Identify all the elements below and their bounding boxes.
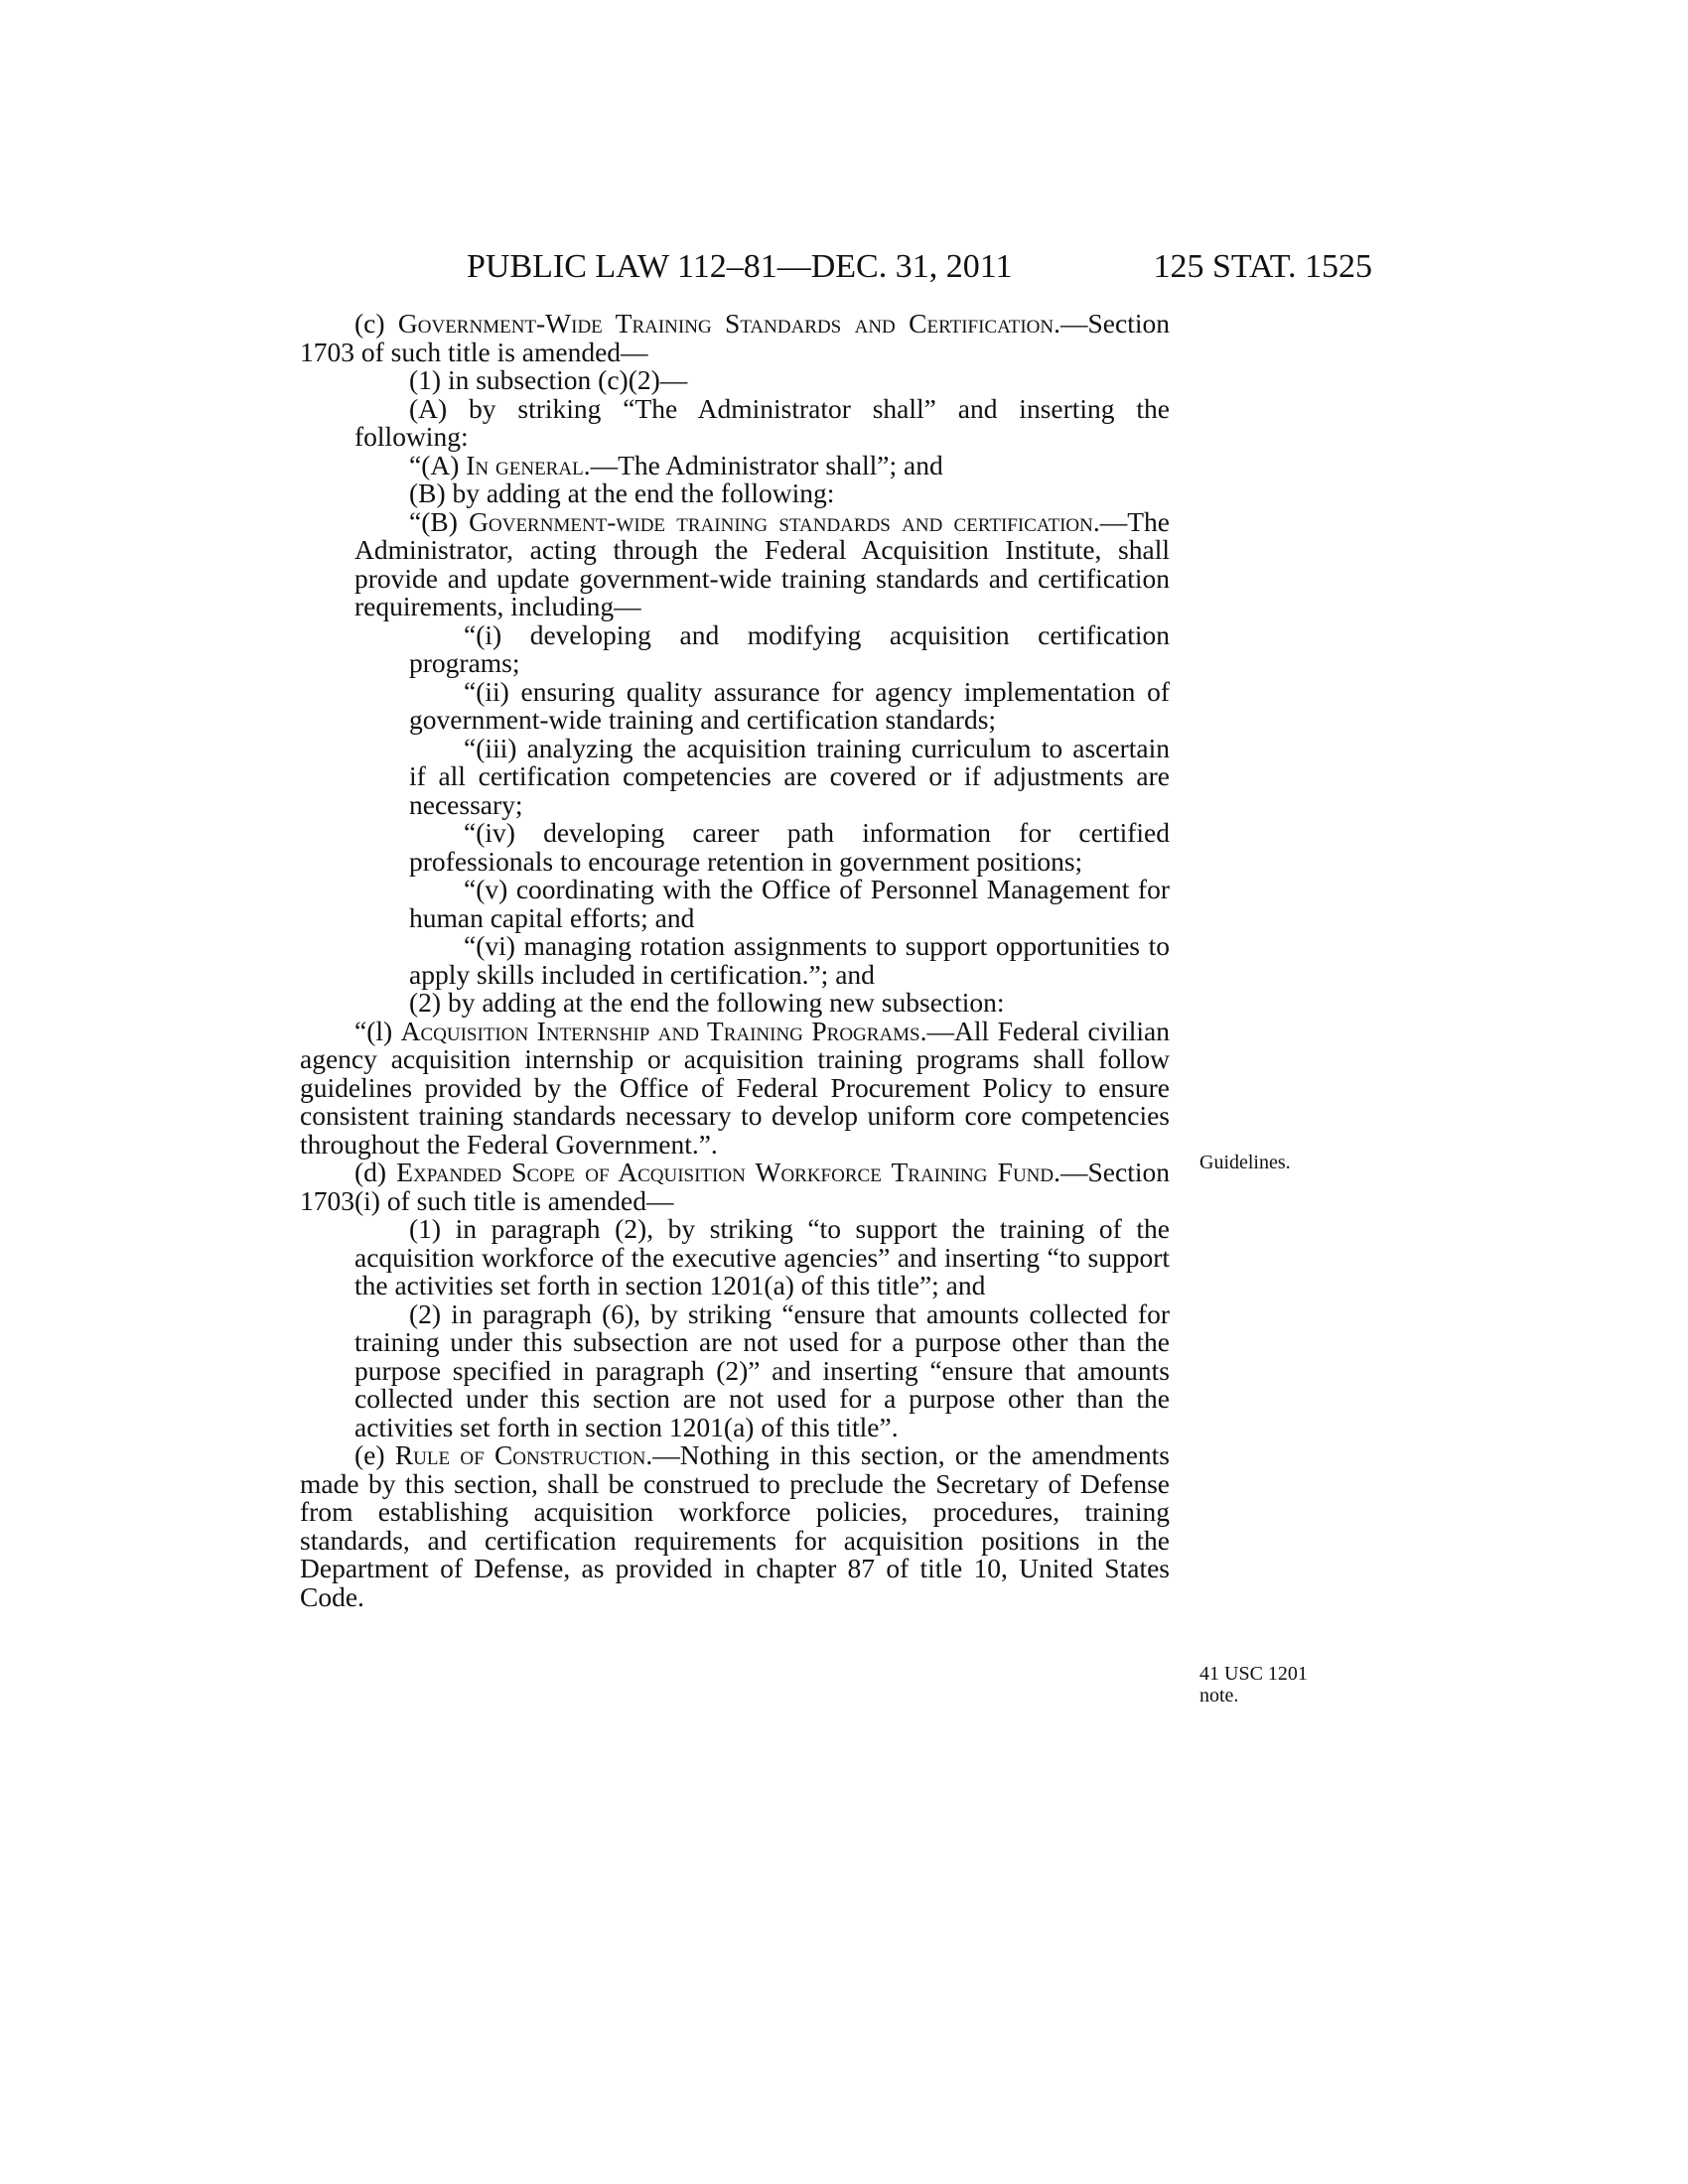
clause-vi: “(vi) managing rotation assignments to support opportunities to apply skills included in certification.”; and: [409, 930, 1170, 990]
paragraph-d1: (1) in paragraph (2), by striking “to support the training of the acquisition workforce of the executive agencies” and inserting “to support the activities set forth in section 1201(a) of this title”; and: [354, 1213, 1170, 1300]
clause-iv: “(iv) developing career path information for certified professionals to encourage retention in government positions;: [409, 817, 1170, 877]
margin-note-guidelines: Guidelines.: [1199, 1152, 1291, 1173]
quoted-l-heading: Acquisition Internship and Training Programs: [400, 1015, 920, 1046]
quoted-subparagraph-B: “(B) Government-wide training standards and certification.—The Administrator, acting through the Federal Acquisition Institute, shall provide and update government-wide training standards and certification requirements, including—: [354, 505, 1170, 621]
clause-v: “(v) coordinating with the Office of Personnel Management for human capital efforts; and: [409, 874, 1170, 933]
subsection-d-heading: Expanded Scope of Acquisition Workforce Training Fund: [396, 1157, 1055, 1187]
subsection-c-heading: Government-Wide Training Standards and Certification: [397, 308, 1055, 339]
quoted-subsection-l: “(l) Acquisition Internship and Training Programs.—All Federal civilian agency acquisition internship or acquisition training programs shall follow guidelines provided by the Office of Federal Procurement Policy to ensure consistent training standards necessary to develop uniform core competencies throughout the Federal Government.”.: [300, 1015, 1170, 1160]
running-header: [467, 248, 1372, 290]
document-body: [300, 310, 1170, 1611]
paragraph-c1: (1) in subsection (c)(2)—: [409, 364, 688, 395]
subparagraph-cB: (B) by adding at the end the following:: [409, 478, 835, 508]
clause-ii: “(ii) ensuring quality assurance for agency implementation of government-wide training and certification standards;: [409, 675, 1170, 735]
margin-note-usc-line2: note.: [1199, 1685, 1239, 1706]
header-page-citation: 125 STAT. 1525: [1153, 248, 1372, 285]
subsection-c: (c) Government-Wide Training Standards and Certification.—Section 1703 of such title is amended—: [300, 308, 1170, 367]
margin-note-usc: [1199, 1663, 1308, 1706]
subsection-e-heading: Rule of Construction: [394, 1439, 646, 1470]
subsection-e: (e) Rule of Construction.—Nothing in this section, or the amendments made by this section, shall be construed to preclude the Secretary of Defense from establishing acquisition workforce policies, procedures, training standards, and certification requirements for acquisition positions in the Department of Defense, as provided in chapter 87 of title 10, United States Code.: [300, 1439, 1170, 1612]
header-title: PUBLIC LAW 112–81—DEC. 31, 2011: [467, 248, 1013, 285]
paragraph-d2: (2) in paragraph (6), by striking “ensure that amounts collected for training under this subsection are not used for a purpose other than the purpose specified in paragraph (2)” and inserting “ensure that amounts collected under this section are not used for a purpose other than the activities set forth in section 1201(a) of this title”.: [354, 1297, 1170, 1442]
quoted-B-heading: Government-wide training standards and certification: [469, 505, 1093, 537]
subparagraph-cA: (A) by striking “The Administrator shall” and inserting the following:: [354, 392, 1170, 452]
subsection-d: (d) Expanded Scope of Acquisition Workforce Training Fund.—Section 1703(i) of such title is amended—: [300, 1157, 1170, 1216]
quoted-subparagraph-A: “(A) In general.—The Administrator shall”; and: [409, 449, 943, 480]
clause-iii: “(iii) analyzing the acquisition training curriculum to ascertain if all certification competencies are covered or if adjustments are necessary;: [409, 732, 1170, 820]
paragraph-c2: (2) by adding at the end the following new subsection:: [409, 987, 1005, 1018]
quoted-A-heading: In general: [466, 449, 584, 480]
clause-i: “(i) developing and modifying acquisition certification programs;: [409, 618, 1170, 678]
margin-note-usc-line1: 41 USC 1201: [1199, 1663, 1308, 1685]
